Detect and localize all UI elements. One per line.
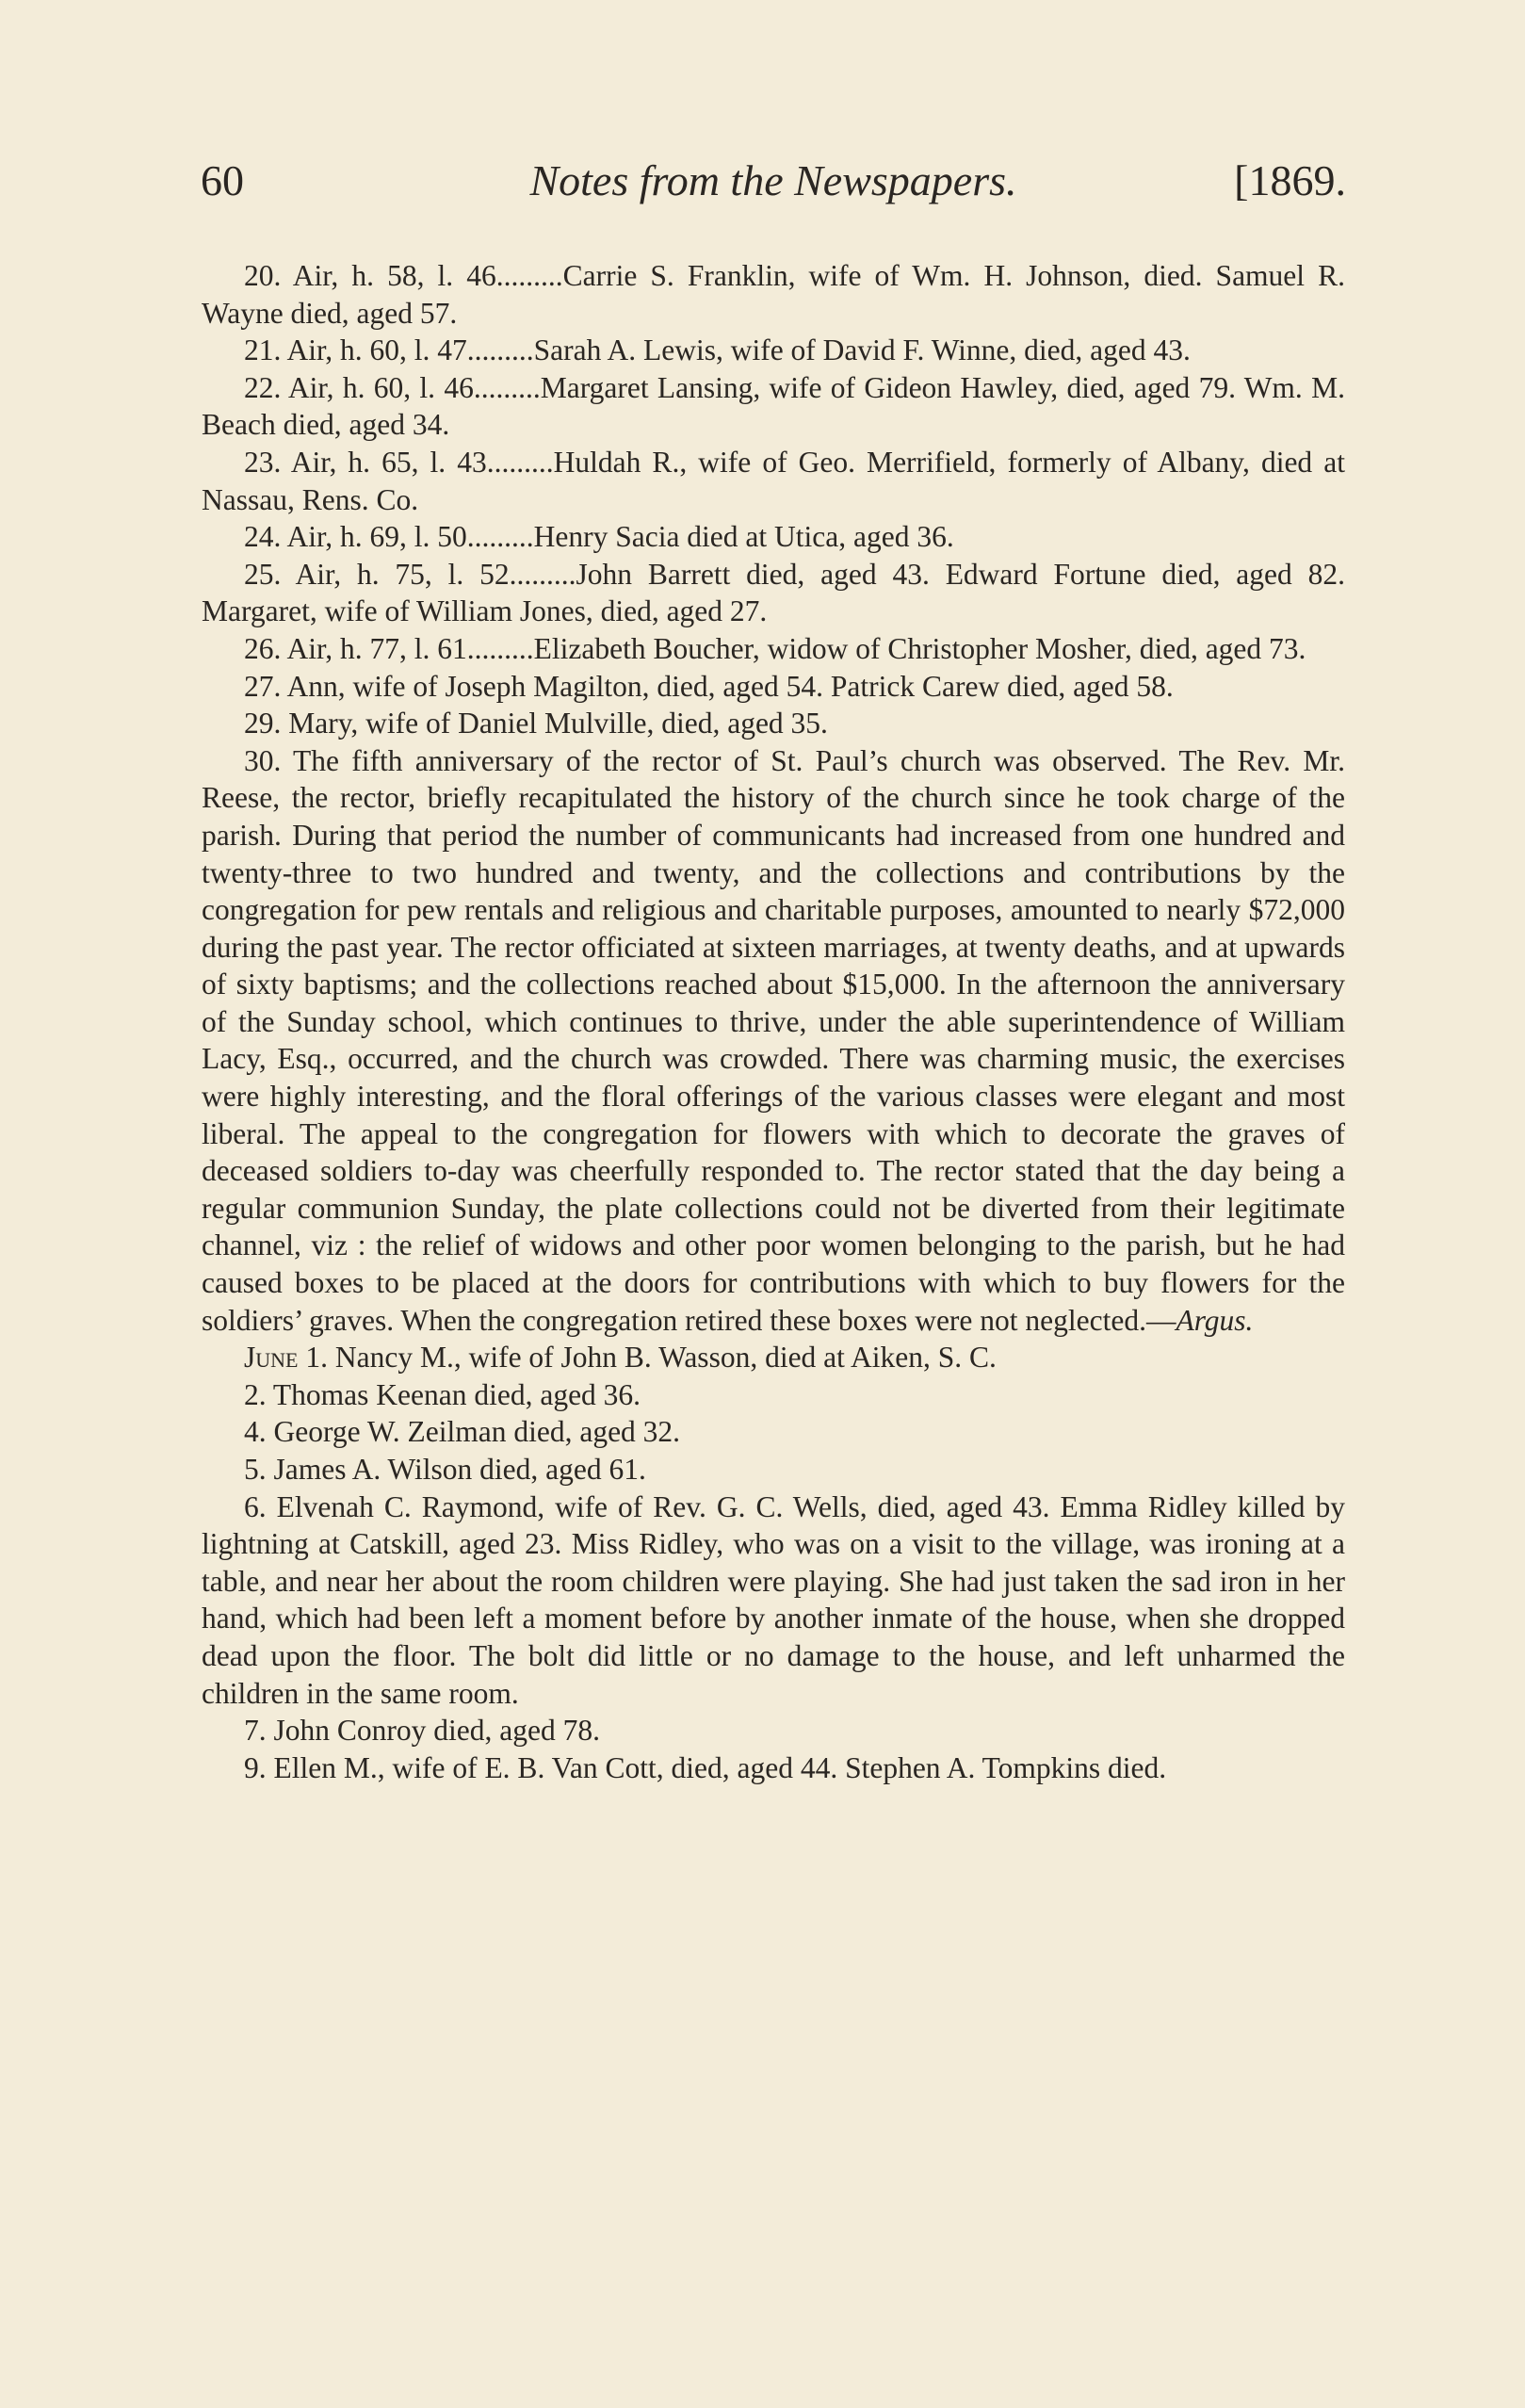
entry-paragraph [202, 1712, 1345, 1749]
newspaper-source: Argus. [1176, 1303, 1254, 1337]
entry-text: 1. Nancy M., wife of John B. Wasson, died at Aiken, S. C. [298, 1341, 997, 1375]
entry-paragraph [202, 1413, 1345, 1451]
header-year: [1869. [1234, 156, 1346, 204]
entry-text: 9. Ellen M., wife of E. B. Van Cott, died, aged 44. Stephen A. Tompkins died. [244, 1750, 1167, 1784]
entry-text: 27. Ann, wife of Joseph Magilton, died, aged 54. Patrick Carew died, aged 58. [244, 669, 1174, 703]
entry-text: 29. Mary, wife of Daniel Mulville, died, aged 35. [244, 707, 828, 740]
entry-text: 2. Thomas Keenan died, aged 36. [244, 1377, 641, 1411]
entry-text: Huldah R., wife of Geo. Merrifield, formerly of Albany, died at Nassau, Rens. Co. [202, 445, 1345, 516]
entry-paragraph [202, 332, 1345, 369]
entry-lead: 21. Air, h. 60, l. 47......... [244, 334, 534, 367]
month-label: June [244, 1341, 299, 1375]
entry-paragraph [202, 518, 1345, 556]
entry-text: 5. James A. Wilson died, aged 61. [244, 1453, 646, 1486]
entry-lead: 24. Air, h. 69, l. 50......... [244, 520, 534, 554]
entry-lead: 25. Air, h. 75, l. 52......... [244, 557, 576, 591]
entry-paragraph [202, 630, 1345, 668]
entry-paragraph [202, 1451, 1345, 1489]
running-header [201, 155, 1346, 221]
entry-paragraph [202, 742, 1345, 1340]
entry-text: Henry Sacia died at Utica, aged 36. [533, 520, 954, 554]
entry-paragraph [202, 257, 1345, 332]
entry-text: Margaret Lansing, wife of Gideon Hawley, died, aged 79. Wm. M. Beach died, aged 34. [202, 370, 1345, 442]
entry-paragraph [202, 1749, 1345, 1787]
entry-text: 6. Elvenah C. Raymond, wife of Rev. G. C. Wells, died, aged 43. Emma Ridley killed by lightning at Catskill, aged 23. Miss Ridley, who was on a visit to the village, was ironing at a table, and near her about the room children were playing. She had just taken the sad iron in her hand, which had been left a moment before by another inmate of the house, when she dropped dead upon the floor. The bolt did little or no damage to the house, and left unharmed the children in the same room. [202, 1489, 1345, 1710]
entry-paragraph [202, 1376, 1345, 1414]
running-title: Notes from the Newspapers. [529, 156, 1017, 204]
entry-paragraph [202, 369, 1345, 444]
entry-paragraph [202, 556, 1345, 630]
entry-text: Sarah A. Lewis, wife of David F. Winne, died, aged 43. [533, 334, 1191, 367]
entry-paragraph [202, 668, 1345, 706]
entry-text: 30. The fifth anniversary of the rector of St. Paul’s church was observed. The Rev. Mr. Reese, the rector, briefly recapitulated the history of the church since he took charge of the parish. During that period the number of communicants had increased from one hundred and twenty-three to two hundred and twenty, and the collections and contributions by the congregation for pew rentals and religious and charitable purposes, amounted to nearly $72,000 during the past year. The rector officiated at sixteen marriages, at twenty deaths, and at upwards of sixty baptisms; and the collections reached about $15,000. In the afternoon the anniversary of the Sunday school, which continues to thrive, under the able superintendence of William Lacy, Esq., occurred, and the church was crowded. There was charming music, the exercises were highly interesting, and the floral offerings of the various classes were elegant and most liberal. The appeal to the congregation for flowers with which to decorate the graves of deceased soldiers to-day was cheerfully responded to. The rector stated that the day being a regular communion Sunday, the plate collections could not be diverted from their legitimate channel, viz : the relief of widows and other poor women belonging to the parish, but he had caused boxes to be placed at the doors for contributions with which to buy flowers for the soldiers’ graves. When the congregation retired these boxes were not neglected.— [202, 743, 1345, 1337]
body-text [202, 257, 1345, 1786]
entry-lead: 20. Air, h. 58, l. 46......... [244, 259, 563, 292]
page-number: 60 [201, 156, 244, 204]
entry-lead: 26. Air, h. 77, l. 61......... [244, 631, 534, 665]
entry-paragraph [202, 1339, 1345, 1376]
entry-text: John Barrett died, aged 43. Edward Fortune died, aged 82. Margaret, wife of William Jones, died, aged 27. [202, 557, 1345, 628]
entry-text: 4. George W. Zeilman died, aged 32. [244, 1415, 681, 1449]
entry-text: Elizabeth Boucher, widow of Christopher Mosher, died, aged 73. [533, 631, 1306, 665]
entry-paragraph [202, 1489, 1345, 1713]
entry-text: Carrie S. Franklin, wife of Wm. H. Johnson, died. Samuel R. Wayne died, aged 57. [202, 259, 1345, 330]
entry-text: 7. John Conroy died, aged 78. [244, 1714, 600, 1748]
entry-paragraph [202, 705, 1345, 742]
entry-lead: 22. Air, h. 60, l. 46......... [244, 370, 541, 404]
entry-paragraph [202, 444, 1345, 518]
entry-lead: 23. Air, h. 65, l. 43......... [244, 445, 554, 479]
